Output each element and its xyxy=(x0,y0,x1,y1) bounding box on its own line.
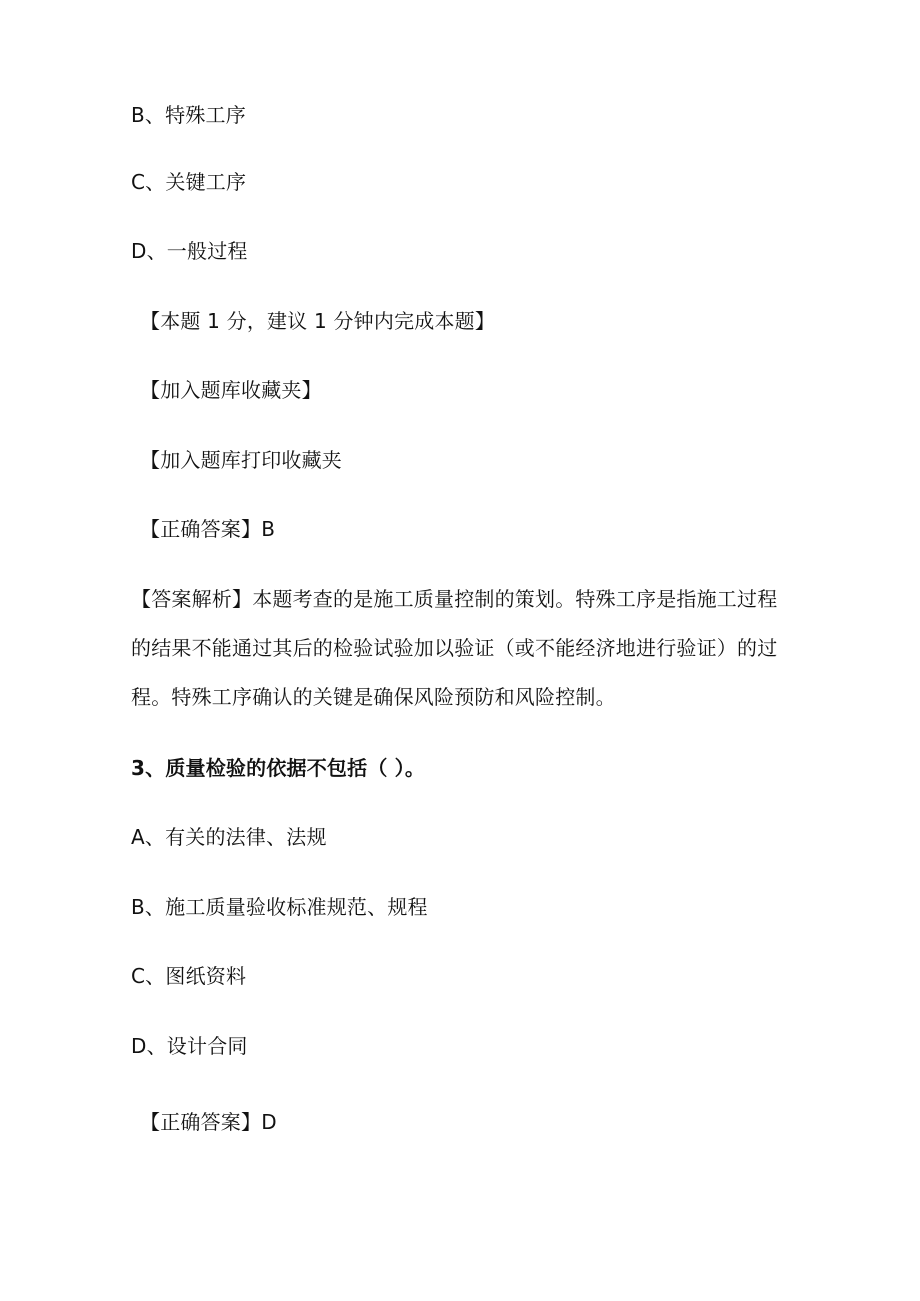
q3-option-a: A、有关的法律、法规 xyxy=(131,825,327,849)
q2-explanation-line-3: 程。特殊工序确认的关键是确保风险预防和风险控制。 xyxy=(131,685,616,709)
q3-correct-answer: 【正确答案】D xyxy=(140,1110,277,1134)
q2-option-b: B、特殊工序 xyxy=(131,103,246,127)
q2-add-favorites-link[interactable]: 【加入题库收藏夹】 xyxy=(140,378,322,402)
q2-add-print-favorites-link[interactable]: 【加入题库打印收藏夹 xyxy=(140,448,342,472)
q2-explanation-line-1: 【答案解析】本题考查的是施工质量控制的策划。特殊工序是指施工过程 xyxy=(131,587,778,611)
q2-correct-answer: 【正确答案】B xyxy=(140,517,276,541)
q2-option-c: C、关键工序 xyxy=(131,170,247,194)
q2-option-d: D、一般过程 xyxy=(131,239,248,263)
q3-option-b: B、施工质量验收标准规范、规程 xyxy=(131,895,428,919)
q2-score-note: 【本题 1 分，建议 1 分钟内完成本题】 xyxy=(140,309,496,333)
q3-question: 3、质量检验的依据不包括（ ）。 xyxy=(131,756,426,780)
q3-option-d: D、设计合同 xyxy=(131,1034,248,1058)
q3-option-c: C、图纸资料 xyxy=(131,964,247,988)
q2-explanation-line-2: 的结果不能通过其后的检验试验加以验证（或不能经济地进行验证）的过 xyxy=(131,636,778,660)
